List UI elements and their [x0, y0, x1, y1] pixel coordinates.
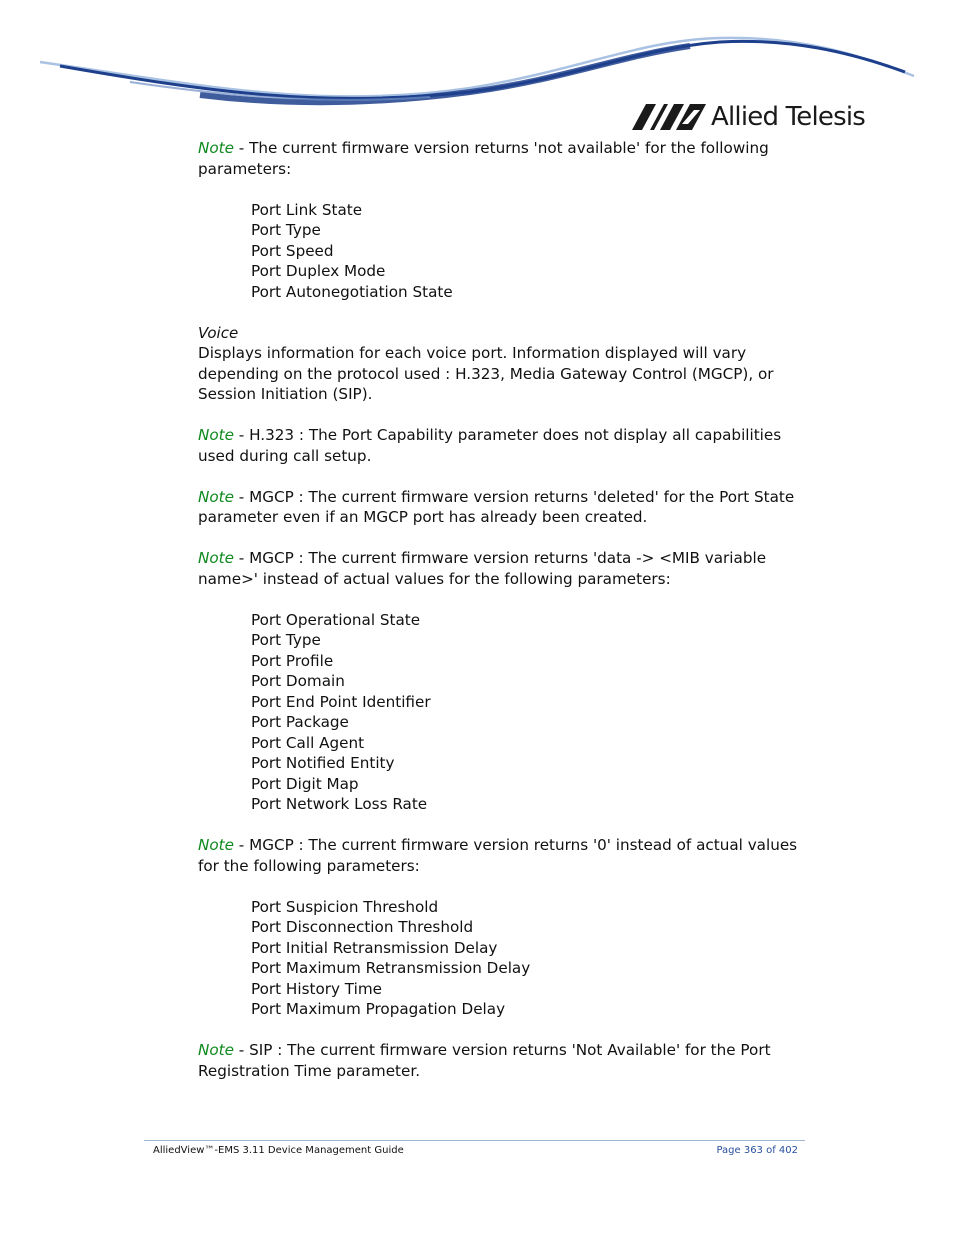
page-content — [198, 138, 818, 1081]
list-item: Port Duplex Mode — [251, 262, 386, 280]
list-item: Port Profile — [251, 651, 334, 670]
list-item: Port Digit Map — [251, 774, 359, 793]
logo-mark-icon — [632, 104, 706, 130]
list-item: Port Maximum Retransmission Delay — [251, 959, 531, 977]
list-item: Port Package — [251, 713, 349, 731]
list-item: Port Disconnection Threshold — [251, 918, 474, 936]
list-item: Port Suspicion Threshold — [251, 897, 439, 916]
list-item: Port Notified Entity — [251, 754, 395, 772]
list-item: Port Call Agent — [251, 733, 365, 752]
note-label: Note — [198, 549, 234, 567]
note-paragraph: Note - The current firmware version returns 'not available' for the following parameters: — [198, 139, 769, 178]
allied-telesis-logo — [632, 100, 865, 134]
footer-page-number: Page 363 of 402 — [716, 1145, 798, 1156]
logo-text: Allied Telesis — [711, 102, 866, 132]
note-paragraph: Note - MGCP : The current firmware version returns 'data -> <MIB variable name>' instead of actual values for the following parameters: — [198, 549, 767, 588]
note-paragraph: Note - MGCP : The current firmware version returns 'deleted' for the Port State parameter even if an MGCP port has already been created. — [198, 487, 795, 526]
list-item: Port Speed — [251, 241, 334, 260]
list-item: Port Type — [251, 631, 321, 649]
note-label: Note — [198, 836, 234, 854]
parameter-list — [198, 610, 818, 815]
list-item: Port Network Loss Rate — [251, 795, 428, 813]
note-paragraph: Note - MGCP : The current firmware version returns '0' instead of actual values for the following parameters: — [198, 836, 798, 875]
body-paragraph: Displays information for each voice port. Information displayed will vary depending on the protocol used : H.323, Media Gateway Control (MGCP), or Session Initiation (SIP). — [198, 344, 774, 403]
list-item: Port Type — [251, 221, 321, 239]
parameter-list — [198, 200, 818, 303]
note-label: Note — [198, 1041, 234, 1059]
list-item: Port History Time — [251, 979, 382, 998]
list-item: Port End Point Identifier — [251, 692, 431, 711]
note-label: Note — [198, 139, 234, 157]
footer-divider — [144, 1140, 805, 1141]
list-item: Port Link State — [251, 200, 363, 219]
list-item: Port Autonegotiation State — [251, 282, 453, 301]
note-paragraph: Note - SIP : The current firmware version returns 'Not Available' for the Port Registration Time parameter. — [198, 1041, 771, 1080]
footer-document-title: AlliedView™-EMS 3.11 Device Management Guide — [153, 1145, 404, 1156]
note-paragraph: Note - H.323 : The Port Capability parameter does not display all capabilities used during call setup. — [198, 426, 782, 465]
note-label: Note — [198, 487, 234, 506]
list-item: Port Domain — [251, 672, 345, 690]
section-heading: Voice — [198, 323, 239, 342]
parameter-list — [198, 897, 818, 1020]
note-label: Note — [198, 426, 234, 444]
list-item: Port Operational State — [251, 610, 421, 629]
list-item: Port Initial Retransmission Delay — [251, 938, 498, 957]
list-item: Port Maximum Propagation Delay — [251, 1000, 506, 1018]
